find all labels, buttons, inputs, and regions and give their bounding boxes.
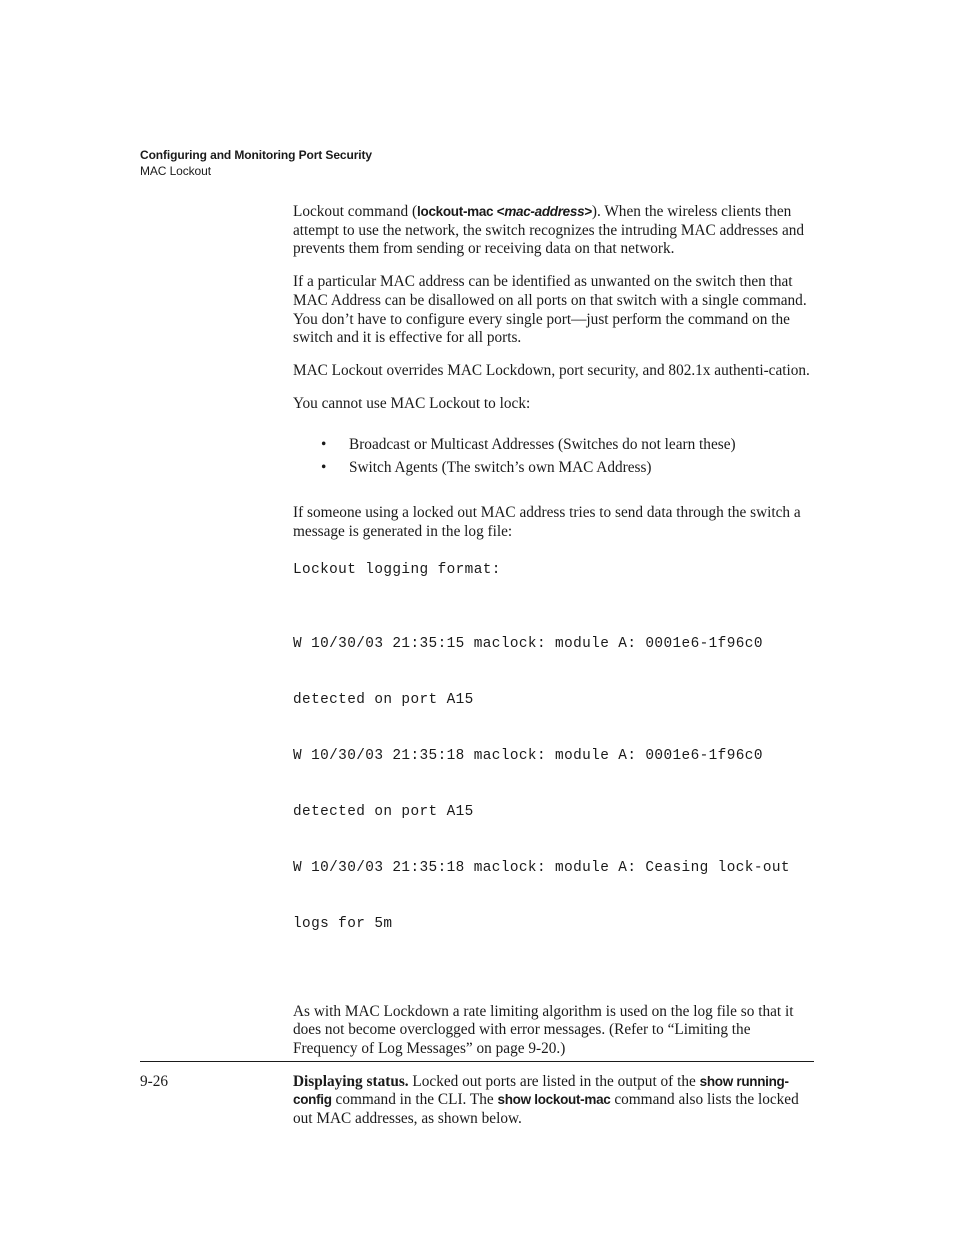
paragraph-log-message: If someone using a locked out MAC address tries to send data through the switch a message is generated in the log file: (293, 504, 801, 541)
paragraph-displaying-status (293, 1073, 815, 1129)
code-heading: Lockout logging format: (293, 561, 501, 578)
running-head (140, 147, 372, 179)
text-run: command in the CLI. The (331, 1091, 498, 1109)
list-item-text: Switch Agents (The switch’s own MAC Address) (349, 459, 652, 477)
section-title: MAC Lockout (140, 164, 211, 178)
footer-rule (140, 1061, 814, 1062)
code-line: W 10/30/03 21:35:18 maclock: module A: Ceasing lock-out (293, 860, 790, 877)
command-argument: mac-address (504, 204, 585, 219)
code-line: detected on port A15 (293, 691, 474, 708)
run-in-heading: Displaying status. (293, 1072, 409, 1090)
list-item (293, 436, 815, 459)
list-item (293, 459, 815, 482)
paragraph-rate-limiting: As with MAC Lockdown a rate limiting algorithm is used on the log file so that it does not become overclogged with error messages. (Refer to “Limiting the Frequency of Log Messages” on page 9-20.) (293, 1002, 794, 1057)
code-line: W 10/30/03 21:35:15 maclock: module A: 0001e6-1f96c0 (293, 635, 763, 652)
code-line: detected on port A15 (293, 804, 474, 821)
text-run: Locked out ports are listed in the output of the (408, 1072, 700, 1090)
text-run: ). When the wireless clients then attempt to use the network, the switch recognizes the intruding MAC addresses and prevents them from sending or receiving data on that network. (293, 203, 805, 258)
text-run: Lockout command ( (293, 203, 418, 220)
bullet-marker: • (321, 459, 327, 477)
paragraph-overrides: MAC Lockout overrides MAC Lockdown, port security, and 802.1x authenti-cation. (293, 361, 810, 379)
command-bracket: > (584, 204, 592, 219)
bullet-list (293, 436, 815, 482)
command-name: lockout-mac < (417, 204, 505, 219)
paragraph-unwanted-mac: If a particular MAC address can be identified as unwanted on the switch then that MAC Address can be disallowed on all ports on that switch with a single command. You don’t have to configure every single port—just perform the command on the switch and it is effective for all ports. (293, 273, 807, 347)
paragraph-lockout-command (293, 203, 815, 259)
bullet-marker: • (321, 436, 327, 454)
inline-command: show running-config (293, 1073, 789, 1108)
code-line: W 10/30/03 21:35:18 maclock: module A: 0001e6-1f96c0 (293, 748, 763, 765)
inline-command: show lockout-mac (497, 1092, 611, 1108)
code-line: logs for 5m (293, 916, 393, 933)
main-content (293, 203, 815, 1129)
text-run: command also lists the locked out MAC addresses, as shown below. (293, 1091, 799, 1128)
code-block (293, 597, 815, 971)
page-number: 9-26 (140, 1073, 169, 1090)
chapter-title: Configuring and Monitoring Port Security (140, 148, 372, 162)
paragraph-cannot-lock: You cannot use MAC Lockout to lock: (293, 394, 531, 412)
inline-command (417, 204, 592, 219)
list-item-text: Broadcast or Multicast Addresses (Switches do not learn these) (349, 436, 736, 454)
